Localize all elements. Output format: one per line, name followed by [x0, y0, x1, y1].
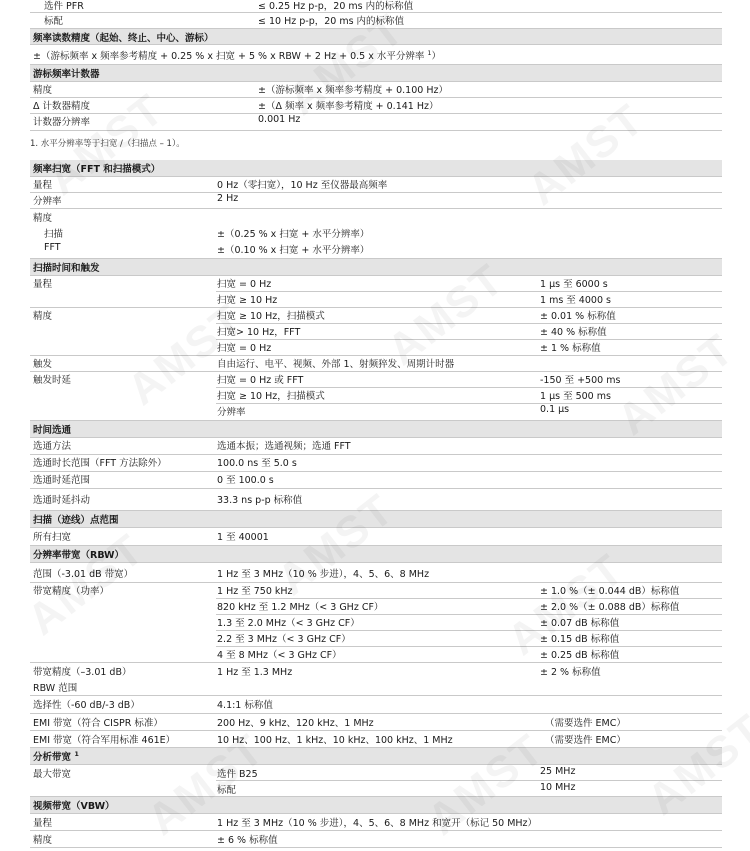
table-row [30, 210, 722, 226]
row-condition: 扫宽 = 0 Hz [217, 343, 272, 354]
row-condition: 1 Hz 至 1.3 MHz [217, 667, 293, 678]
row-value: 1 μs 至 6000 s [540, 279, 608, 290]
table-row [30, 242, 722, 259]
table-row [216, 615, 722, 631]
table-row [30, 114, 722, 131]
table-row [30, 177, 722, 193]
row-label: 计数器分辨率 [33, 117, 91, 128]
table-row [30, 292, 722, 308]
row-label: Δ 计数器精度 [33, 101, 91, 112]
row-condition: 扫宽 ≥ 10 Hz，扫描模式 [217, 391, 325, 402]
section-header [30, 421, 722, 438]
row-value: 1 至 40001 [217, 532, 269, 543]
row-label: 范围（-3.01 dB 带宽） [33, 569, 134, 580]
row-label: 量程 [33, 818, 53, 829]
row-condition: 1.3 至 2.0 MHz（< 3 GHz CF） [217, 618, 360, 629]
table-row [30, 13, 722, 29]
row-value: ±（Δ 频率 x 频率参考精度 + 0.141 Hz） [258, 101, 439, 112]
row-condition: 分辨率 [217, 407, 246, 418]
row-value: 0 至 100.0 s [217, 475, 274, 486]
row-condition: 820 kHz 至 1.2 MHz（< 3 GHz CF） [217, 602, 384, 613]
section-header [30, 797, 722, 814]
section-title: 视频带宽（VBW） [33, 801, 115, 812]
section-header [30, 160, 722, 177]
row-value: ± 40 % 标称值 [540, 327, 607, 338]
table-row [30, 340, 722, 356]
section-title: 时间选通 [33, 425, 72, 436]
table-row [30, 356, 722, 372]
row-label: 触发 [33, 359, 53, 370]
table-row [30, 455, 722, 472]
row-condition: 4 至 8 MHz（< 3 GHz CF） [217, 650, 342, 661]
row-label: 量程 [33, 279, 53, 290]
row-value: ± 0.01 % 标称值 [540, 311, 616, 322]
row-value: 10 Hz、100 Hz、1 kHz、10 kHz、100 kHz、1 MHz [217, 735, 453, 746]
row-value: ± 1 % 标称值 [540, 343, 601, 354]
table-row [30, 814, 722, 831]
table-row [30, 489, 722, 511]
table-row [30, 226, 722, 242]
row-value: ± 2.0 %（± 0.088 dB）标称值 [540, 602, 680, 613]
row-condition: 扫宽 ≥ 10 Hz，扫描模式 [217, 311, 325, 322]
row-label: 选择性（-60 dB/-3 dB） [33, 700, 140, 711]
table-row [216, 324, 722, 340]
table-row [216, 583, 722, 599]
row-value: ± 0.07 dB 标称值 [540, 618, 620, 629]
table-row [30, 82, 722, 98]
row-value: 1 Hz 至 3 MHz（10 % 步进），4、5、6、8 MHz 和宽开（标记 50 MHz） [217, 818, 538, 829]
table-row [216, 388, 722, 404]
table-row [30, 731, 722, 748]
table-row [30, 696, 722, 714]
table-row [30, 563, 722, 583]
row-note: （需要选件 EMC） [545, 718, 626, 729]
row-label: 选通时延抖动 [33, 495, 91, 506]
section-title: 频率扫宽（FFT 和扫描模式） [33, 164, 161, 175]
section-header [30, 259, 722, 276]
row-label: 精度 [33, 213, 53, 224]
row-value: ± 1.0 %（± 0.044 dB）标称值 [540, 586, 680, 597]
section-title: 频率读数精度（起始、终止、中心、游标） [33, 33, 214, 44]
table-row [30, 193, 722, 209]
row-value: ± 0.25 dB 标称值 [540, 650, 620, 661]
row-condition: 2.2 至 3 MHz（< 3 GHz CF） [217, 634, 351, 645]
row-value: ≤ 0.25 Hz p-p，20 ms 内的标称值 [258, 1, 414, 12]
table-row [216, 372, 722, 388]
row-label: 选通方法 [33, 441, 72, 452]
row-value: 0.1 μs [540, 404, 570, 415]
row-condition: 扫宽 = 0 Hz 或 FFT [217, 375, 304, 386]
table-row [30, 528, 722, 546]
row-condition: 扫宽> 10 Hz，FFT [217, 327, 301, 338]
section-header [30, 748, 722, 765]
row-label: RBW 范围 [33, 683, 78, 694]
table-row [216, 308, 722, 324]
row-value: ±（0.10 % x 扫宽 + 水平分辨率） [217, 245, 370, 256]
table-row [30, 647, 722, 663]
section-header [30, 511, 722, 528]
row-value: 10 MHz [540, 782, 576, 793]
row-value: ± 6 % 标称值 [217, 835, 278, 846]
row-value: 33.3 ns p-p 标称值 [217, 495, 303, 506]
table-row [30, 714, 722, 731]
row-value: 4.1:1 标称值 [217, 700, 273, 711]
row-value: ±（0.25 % x 扫宽 + 水平分辨率） [217, 229, 370, 240]
row-label: 选通时延范围 [33, 475, 91, 486]
row-value: 1 Hz 至 3 MHz（10 % 步进），4、5、6、8 MHz [217, 569, 430, 580]
row-value: ± 0.15 dB 标称值 [540, 634, 620, 645]
row-label: 选通时长范围（FFT 方法除外） [33, 458, 167, 469]
row-value: 100.0 ns 至 5.0 s [217, 458, 297, 469]
formula-text: ±（游标频率 x 频率参考精度 + 0.25 % x 扫宽 + 5 % x RBW + 2 Hz + 0.5 x 水平分辨率 $^1$） [33, 48, 442, 62]
row-note: （需要选件 EMC） [545, 735, 626, 746]
row-label: 带宽精度（–3.01 dB） [33, 667, 132, 678]
row-value: 2 Hz [217, 193, 239, 204]
row-value: 1 μs 至 500 ms [540, 391, 611, 402]
row-condition: 标配 [217, 785, 237, 796]
section-header [30, 65, 722, 82]
row-label: EMI 带宽（符合 CISPR 标准） [33, 718, 163, 729]
section-title: 扫描时间和触发 [33, 263, 100, 274]
row-label: 所有扫宽 [33, 532, 72, 543]
row-condition: 选件 B25 [217, 769, 258, 780]
table-row [30, 472, 722, 489]
row-label: EMI 带宽（符合军用标准 461E） [33, 735, 176, 746]
row-label: 选件 PFR [44, 1, 84, 12]
row-label: FFT [44, 242, 61, 253]
row-value: ± 2 % 标称值 [540, 667, 601, 678]
row-value: 0.001 Hz [258, 114, 301, 125]
row-label: 扫描 [44, 229, 64, 240]
table-row [30, 0, 722, 13]
row-label: 精度 [33, 311, 53, 322]
footnote: 1. 水平分辨率等于扫宽 /（扫描点 – 1）。 [30, 139, 185, 149]
row-value: 自由运行、电平、视频、外部 1、射频猝发、周期计时器 [217, 359, 455, 370]
row-value: 选通本振；选通视频；选通 FFT [217, 441, 351, 452]
section-header [30, 29, 722, 45]
row-label: 分辨率 [33, 196, 62, 207]
row-condition: 扫宽 ≥ 10 Hz [217, 295, 278, 306]
row-value: 1 ms 至 4000 s [540, 295, 611, 306]
table-row [216, 276, 722, 292]
table-row [30, 98, 722, 114]
row-value: ≤ 10 Hz p-p，20 ms 内的标称值 [258, 16, 405, 27]
section-title: 扫描（迹线）点范围 [33, 515, 119, 526]
row-label: 触发时延 [33, 375, 72, 386]
row-value: 0 Hz（零扫宽），10 Hz 至仪器最高频率 [217, 180, 388, 191]
table-row [216, 765, 722, 781]
row-value: 25 MHz [540, 766, 576, 777]
table-row [30, 438, 722, 455]
row-label: 精度 [33, 835, 53, 846]
table-row [30, 663, 722, 696]
table-row [30, 831, 722, 848]
row-label: 精度 [33, 85, 53, 96]
row-label: 标配 [44, 16, 64, 27]
section-title: 游标频率计数器 [33, 69, 100, 80]
row-condition: 1 Hz 至 750 kHz [217, 586, 293, 597]
section-title: 分辨率带宽（RBW） [33, 550, 125, 561]
row-label: 带宽精度（功率） [33, 586, 110, 597]
row-value: 200 Hz、9 kHz、120 kHz、1 MHz [217, 718, 374, 729]
row-condition: 扫宽 = 0 Hz [217, 279, 272, 290]
table-row [30, 404, 722, 421]
table-row [216, 631, 722, 647]
section-title: 分析带宽 $^1$ [33, 749, 79, 763]
table-row [30, 45, 722, 65]
row-value: ±（游标频率 x 频率参考精度 + 0.100 Hz） [258, 85, 448, 96]
section-header [30, 546, 722, 563]
table-row [30, 781, 722, 797]
row-label: 最大带宽 [33, 769, 72, 780]
table-row [216, 599, 722, 615]
row-value: -150 至 +500 ms [540, 375, 621, 386]
row-label: 量程 [33, 180, 53, 191]
